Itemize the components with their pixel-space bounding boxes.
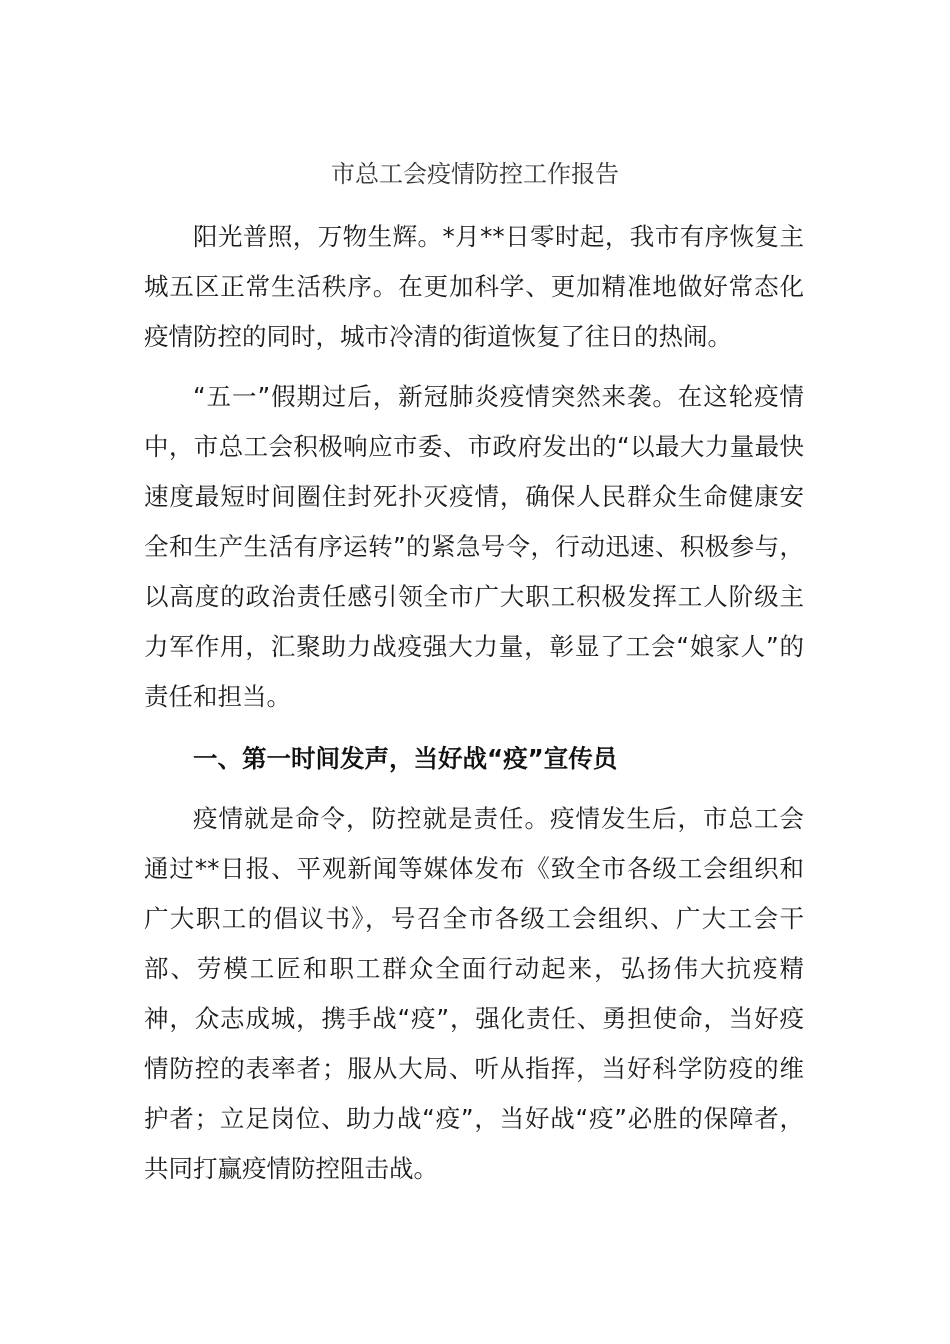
section-paragraph: 疫情就是命令，防控就是责任。疫情发生后，市总工会通过**日报、平观新闻等媒体发布《致全市各级工会组织和广大职工的倡议书》，号召全市各级工会组织、广大工会干部、劳模工匠和职工群众全面行动起来，弘扬伟大抗疫精神，众志成城，携手战“疫”，强化责任、勇担使命，当好疫情防控的表率者；服从大局、听从指挥，当好科学防疫的维护者；立足岗位、助力战“疫”，当好战“疫”必胜的保障者，共同打赢疫情防控阻击战。 xyxy=(144,804,804,1183)
document-title: 市总工会疫情防控工作报告 xyxy=(331,160,619,188)
section-heading: 一、第一时间发声，当好战“疫”宣传员 xyxy=(193,744,618,773)
paragraph-intro: 阳光普照，万物生辉。*月**日零时起，我市有序恢复主城五区正常生活秩序。在更加科学、更加精准地做好常态化疫情防控的同时，城市冷清的街道恢复了往日的热闹。 xyxy=(144,222,804,351)
paragraph-background: “五一”假期过后，新冠肺炎疫情突然来袭。在这轮疫情中，市总工会积极响应市委、市政府发出的“以最大力量最快速度最短时间圈住封死扑灭疫情，确保人民群众生命健康安全和生产生活有序运转”的紧急号令，行动迅速、积极参与，以高度的政治责任感引领全市广大职工积极发挥工人阶级主力军作用，汇聚助力战疫强大力量，彰显了工会“娘家人”的责任和担当。 xyxy=(144,382,804,711)
